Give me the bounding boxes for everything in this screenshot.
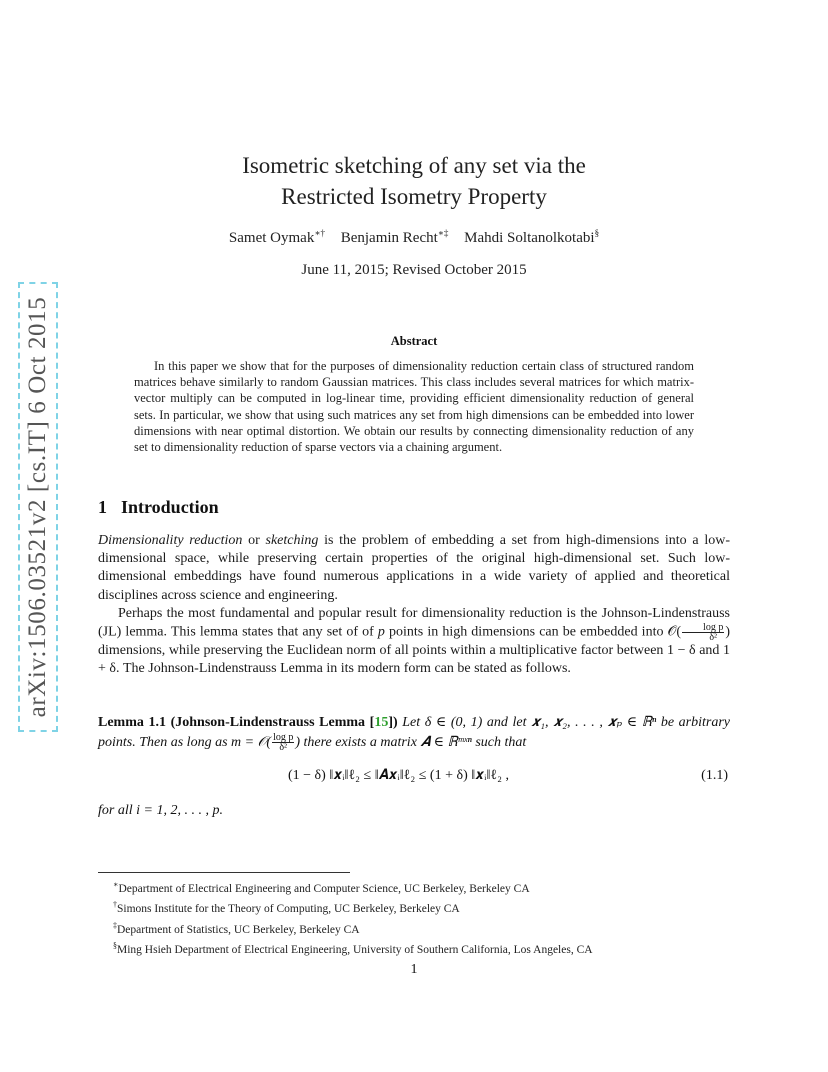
equation-number: (1.1) — [701, 768, 728, 783]
arxiv-identifier: arXiv:1506.03521v2 [cs.IT] 6 Oct 2015 — [24, 296, 51, 718]
author-list — [0, 228, 828, 247]
page-number: 1 — [410, 962, 418, 977]
footnote: ∗Department of Electrical Engineering and Computer Science, UC Berkeley, Berkeley CA — [113, 880, 530, 895]
intro-paragraph-2: Perhaps the most fundamental and popular result for dimensionality reduction is the Johnson-Lindenstrauss (JL) lemma. This lemma states that any set of of p points in high dimensions can be embedded into 𝒪( $\frac{\text{log p}}{\text{δ²}}$ ) dimensions, while preserving the Euclidean norm of all points within a multiplicative factor between 1 − δ and 1 + δ. The Johnson-Lindenstrauss Lemma in its modern form can be stated as follows. — [98, 606, 730, 677]
section-number: 1 — [98, 497, 107, 517]
title-line-2: Restricted Isometry Property — [281, 184, 547, 209]
author: Samet Oymak∗† — [228, 228, 325, 246]
footnotes — [113, 877, 753, 959]
citation-link[interactable]: 15 — [374, 715, 389, 730]
publication-date: June 11, 2015; Revised October 2015 — [301, 262, 527, 278]
footnote: ‡Department of Statistics, UC Berkeley, Berkeley CA — [113, 920, 360, 936]
fraction: $\frac{\text{log p}}{\text{δ²}}$ — [682, 623, 724, 642]
author: Benjamin Recht∗‡ — [340, 228, 449, 246]
paper-title — [0, 150, 828, 212]
title-line-1: Isometric sketching of any set via the — [242, 153, 586, 178]
forall-clause: for all i = 1, 2, . . . , p. — [98, 803, 223, 818]
lemma-1-1: Lemma 1.1 (Johnson-Lindenstrauss Lemma [15]) Let δ ∈ (0, 1) and let 𝒙₁, 𝒙₂, . . . , 𝒙ₚ ∈ ℝⁿ be arbitrary points. Then as long as m = 𝒪( $\frac{\text{log p}}{\text{δ²}}$ ) there exists a matrix 𝑨 ∈ ℝᵐˣⁿ such that — [98, 715, 730, 754]
footnote-rule — [98, 872, 350, 873]
footnote: †Simons Institute for the Theory of Computing, UC Berkeley, Berkeley CA — [113, 900, 460, 916]
abstract-text: In this paper we show that for the purposes of dimensionality reduction certain class of structured random matrices behave similarly to random Gaussian matrices. This class includes several matrices for which matrix-vector multiply can be computed in log-linear time, providing efficient dimensionality reduction of general sets. In particular, we show that using such matrices any set from high dimensions can be embedded into lower dimensions with near optimal distortion. We obtain our results by connecting dimensionality reduction of any set to dimensionality reduction of sparse vectors via a chaining argument. — [134, 359, 694, 455]
section-heading — [98, 497, 219, 518]
section-title: Introduction — [121, 497, 219, 517]
footnote: §Ming Hsieh Department of Electrical Engineering, University of Southern California, Los Angeles, CA — [113, 941, 593, 957]
fraction: $\frac{\text{log p}}{\text{δ²}}$ — [273, 732, 294, 754]
abstract-heading: Abstract — [390, 334, 438, 348]
author: Mahdi Soltanolkotabi§ — [464, 228, 600, 246]
intro-paragraph-1: Dimensionality reduction or sketching is the problem of embedding a set from high-dimensions into a low-dimensional space, while preserving certain properties of the original high-dimensional set. Such low-dimensional embeddings have found numerous applications in a wide variety of applied and theoretical disciplines across science and engineering. — [98, 533, 730, 603]
equation-body: (1 − δ) ‖𝒙ᵢ‖ℓ₂ ≤ ‖𝑨𝒙ᵢ‖ℓ₂ ≤ (1 + δ) ‖𝒙ᵢ‖ℓ₂ , — [288, 768, 509, 783]
